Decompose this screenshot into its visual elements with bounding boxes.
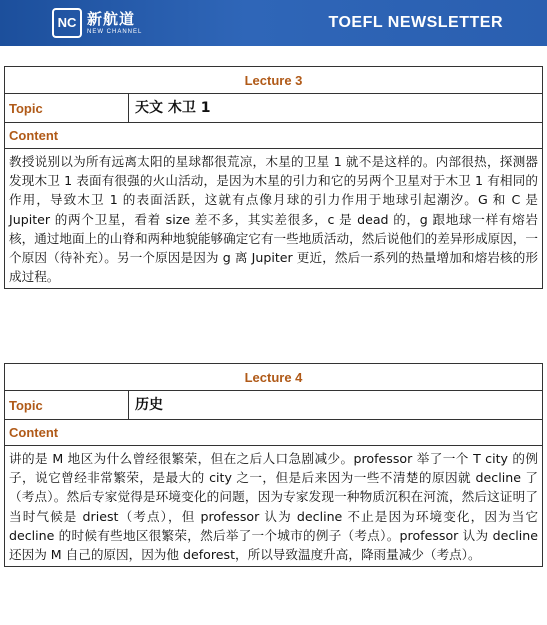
topic-value: 天文 木卫 1	[135, 100, 211, 116]
topic-label: Topic	[5, 391, 129, 419]
lecture-3-block	[4, 66, 543, 289]
logo-chinese-name: 新航道	[87, 9, 136, 28]
content-label: Content	[5, 123, 542, 149]
newsletter-header	[0, 0, 547, 46]
lecture-content: 讲的是 M 地区为什么曾经很繁荣，但在之后人口急剧减少。professor 举了一个 T city 的例子，说它曾经非常繁荣，是最大的 city 之一，但是后来因为一些不清楚的原因就 decline 了（考点）。然后专家觉得是环境变化的问题，因为专家发现一种物质沉积在河流，然后这证明了当时气候是 driest（考点），但 professor 认为 decline 不止是因为环境变化，因为当它 decline 的时候有些地区很繁荣，然后举了一个城市的例子（考点）。professor 认为 decline 还因为 M 自己的原因，因为他 deforest，所以导致温度升高，降雨量减少（考点）。	[9, 451, 538, 563]
logo-english-name: NEW CHANNEL	[87, 28, 143, 35]
brand-logo	[52, 8, 142, 38]
logo-wordmark	[87, 9, 143, 35]
logo-mark-icon: NC	[52, 8, 82, 38]
topic-row	[5, 391, 542, 420]
topic-label: Topic	[5, 94, 129, 122]
newsletter-title: TOEFL NEWSLETTER	[328, 14, 503, 31]
lecture-4-block	[4, 363, 543, 567]
topic-value: 历史	[135, 397, 163, 413]
lecture-title: Lecture 3	[5, 67, 542, 94]
lecture-content: 教授说别以为所有远离太阳的星球都很荒凉，木星的卫星 1 就不是这样的。内部很热，探测器发现木卫 1 表面有很强的火山活动，是因为木星的引力和它的另两个卫星对于木卫 1 有相同的作用，导致木卫 1 的表面活跃，这就有点像月球的引力作用于地球引起潮汐。G 和 C 是 Jupiter 的两个卫星，看着 size 差不多，其实差很多，c 是 dead 的，g 跟地球一样有熔岩核，通过地面上的山脊和两种地貌能够确定它有一些地质活动，然后说他们的差异形成原因，一个原因（待补充）。另一个原因是因为 g 离 Jupiter 更近，然后一系列的热量增加和熔岩核的形成过程。	[9, 154, 538, 285]
content-label: Content	[5, 420, 542, 446]
topic-row	[5, 94, 542, 123]
lecture-title: Lecture 4	[5, 364, 542, 391]
